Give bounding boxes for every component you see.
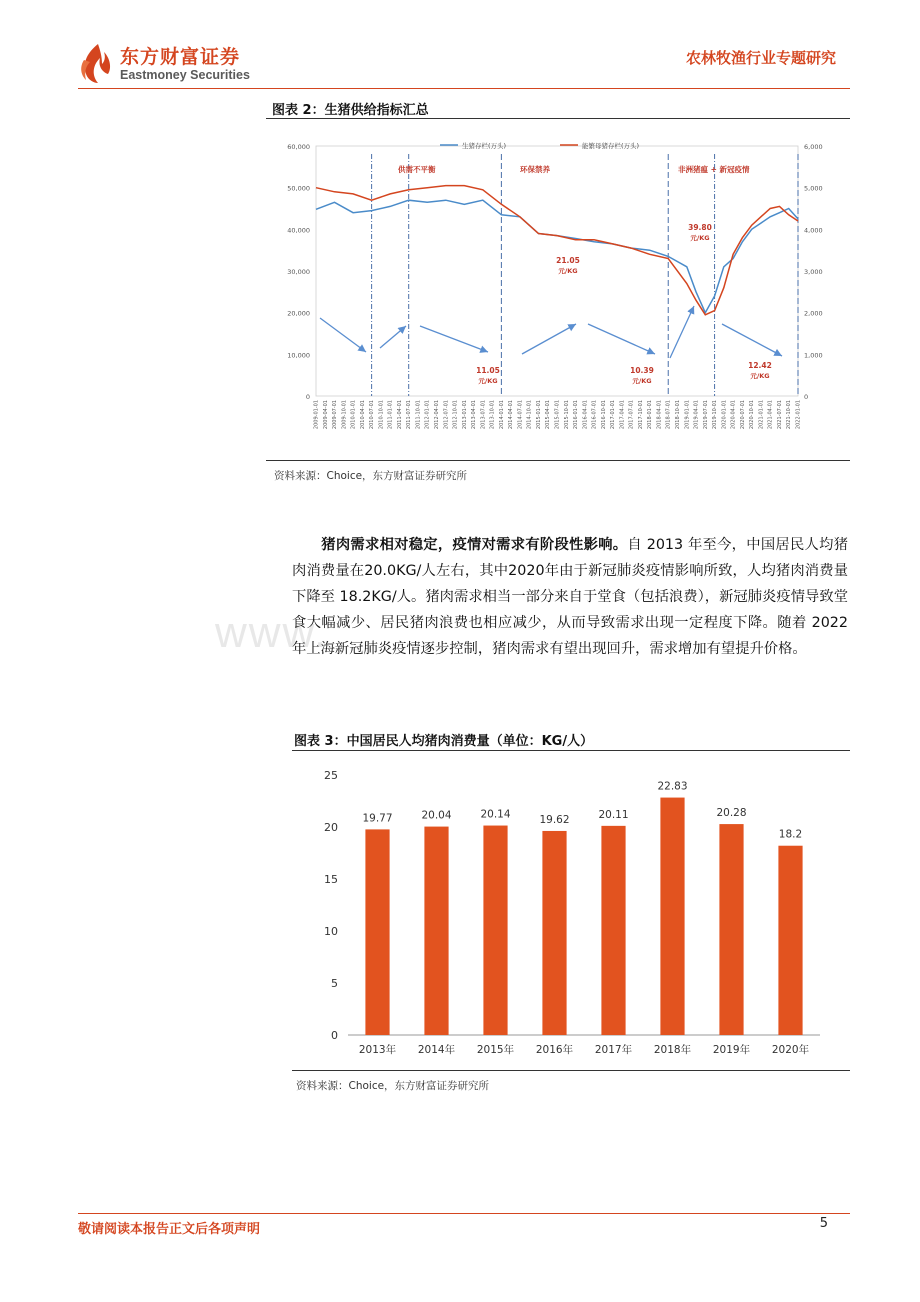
paragraph-lead: 猪肉需求相对稳定，疫情对需求有阶段性影响。 — [321, 537, 628, 553]
y-tick-label: 0 — [331, 1029, 338, 1042]
footer-disclaimer: 敬请阅读本报告正文后各项声明 — [78, 1222, 261, 1237]
x-category-label: 2014年 — [417, 1044, 456, 1056]
x-category-label: 2020年 — [771, 1044, 810, 1056]
x-tick-label: 2011-01-01 — [387, 400, 394, 430]
x-tick-label: 2018-04-01 — [656, 400, 663, 430]
price-unit-label: 元/KG — [750, 372, 770, 380]
trend-arrow — [722, 324, 782, 356]
bar — [778, 846, 802, 1035]
x-category-label: 2018年 — [653, 1044, 692, 1056]
x-tick-label: 2016-10-01 — [600, 400, 607, 430]
y-tick-label: 10 — [324, 925, 338, 938]
watermark: www. — [215, 608, 329, 657]
brand-name-cn: 东方财富证券 — [120, 46, 241, 68]
x-tick-label: 2010-04-01 — [359, 400, 366, 430]
x-tick-label: 2011-04-01 — [396, 400, 403, 430]
figure3-top-rule — [292, 750, 850, 751]
price-value-label: 21.05 — [556, 256, 580, 265]
price-value-label: 39.80 — [688, 223, 712, 232]
y-right-tick-label: 4,000 — [804, 226, 823, 235]
bar-value-label: 20.28 — [716, 807, 747, 820]
bar-value-label: 22.83 — [657, 780, 688, 793]
paragraph-body: 自 2013 年至今，中国居民人均猪肉消费量在20.0KG/人左右，其中2020年由于新冠肺炎疫情影响所致，人均猪肉消费量下降至 18.2KG/人。猪肉需求相当一部分来自于堂食（包括浪费），新冠肺炎疫情导致堂食大幅减少、居民猪肉浪费也相应减少，从而导致需求出现一定程度下降。随着 2022 年上海新冠肺炎疫情逐步控制，猪肉需求有望出现回升，需求增加有望提升价格。 — [292, 537, 848, 657]
bar — [424, 827, 448, 1035]
x-tick-label: 2009-01-01 — [313, 400, 320, 430]
figure2-source: 资料来源：Choice，东方财富证券研究所 — [274, 470, 468, 482]
x-category-label: 2019年 — [712, 1044, 751, 1056]
trend-arrow — [522, 324, 576, 354]
body-paragraph — [292, 532, 848, 662]
report-type: 农林牧渔行业专题研究 — [685, 49, 836, 67]
x-tick-label: 2015-04-01 — [545, 400, 552, 430]
x-tick-label: 2020-10-01 — [749, 400, 756, 430]
y-left-tick-label: 10,000 — [287, 351, 310, 360]
bar-value-label: 20.11 — [598, 808, 629, 821]
x-category-label: 2015年 — [476, 1044, 515, 1056]
x-tick-label: 2020-04-01 — [730, 400, 737, 430]
header-divider — [78, 88, 850, 89]
trend-arrow — [320, 318, 366, 352]
x-tick-label: 2013-01-01 — [461, 400, 468, 430]
x-tick-label: 2016-07-01 — [591, 400, 598, 430]
x-tick-label: 2021-04-01 — [767, 400, 774, 430]
x-category-label: 2013年 — [358, 1044, 397, 1056]
y-left-tick-label: 20,000 — [287, 309, 310, 318]
x-tick-label: 2020-07-01 — [739, 400, 746, 430]
bar — [542, 831, 566, 1035]
x-tick-label: 2009-07-01 — [332, 400, 339, 430]
phase-label: 环保禁养 — [520, 165, 550, 174]
x-tick-label: 2018-10-01 — [675, 400, 681, 430]
figure3-bottom-rule — [292, 1070, 850, 1071]
y-left-tick-label: 0 — [305, 393, 310, 401]
x-tick-label: 2019-10-01 — [712, 400, 719, 430]
phase-label: 非洲猪瘟 + 新冠疫情 — [678, 165, 750, 174]
x-tick-label: 2012-07-01 — [443, 400, 450, 430]
trend-arrow — [670, 306, 694, 358]
x-tick-label: 2018-07-01 — [665, 400, 672, 430]
x-tick-label: 2019-07-01 — [702, 400, 709, 430]
x-tick-label: 2019-01-01 — [684, 400, 691, 430]
bar-value-label: 19.62 — [539, 813, 570, 826]
page-number: 5 — [819, 1216, 828, 1231]
bar — [601, 826, 625, 1035]
figure2-title: 图表 2：生猪供给指标汇总 — [272, 103, 429, 118]
consumption-chart — [292, 755, 850, 1067]
supply-chart — [270, 128, 850, 448]
x-tick-label: 2017-07-01 — [628, 400, 635, 430]
figure2-top-rule — [266, 118, 850, 119]
x-tick-label: 2014-04-01 — [508, 400, 515, 430]
price-unit-label: 元/KG — [558, 267, 578, 275]
footer-divider — [78, 1213, 850, 1214]
x-tick-label: 2012-04-01 — [434, 400, 440, 430]
trend-arrow — [420, 326, 488, 352]
bar-value-label: 19.77 — [362, 812, 393, 825]
y-tick-label: 25 — [324, 769, 338, 782]
y-right-tick-label: 1,000 — [804, 351, 823, 360]
y-right-tick-label: 2,000 — [804, 309, 823, 318]
x-tick-label: 2017-10-01 — [637, 400, 644, 430]
bar — [365, 829, 389, 1035]
x-category-label: 2016年 — [535, 1044, 574, 1056]
x-tick-label: 2017-04-01 — [619, 400, 626, 430]
x-tick-label: 2021-07-01 — [776, 400, 783, 430]
legend-sow-label: 能繁母猪存栏(万头) — [582, 142, 640, 150]
x-tick-label: 2012-10-01 — [452, 400, 459, 430]
legend-hog-label: 生猪存栏(万头) — [462, 142, 507, 150]
x-tick-label: 2019-04-01 — [693, 400, 700, 430]
y-left-tick-label: 50,000 — [287, 184, 310, 193]
x-tick-label: 2010-07-01 — [369, 400, 376, 430]
x-tick-label: 2010-01-01 — [350, 400, 357, 430]
x-tick-label: 2021-01-01 — [758, 400, 765, 430]
price-value-label: 12.42 — [748, 361, 772, 370]
price-unit-label: 元/KG — [690, 234, 710, 242]
price-unit-label: 元/KG — [478, 377, 498, 385]
bar-value-label: 20.14 — [480, 808, 511, 821]
y-left-tick-label: 60,000 — [287, 143, 310, 151]
trend-arrow — [380, 326, 406, 348]
y-tick-label: 15 — [324, 873, 338, 886]
figure3-title: 图表 3：中国居民人均猪肉消费量（单位：KG/人） — [294, 734, 594, 749]
series-sow-inventory-line — [316, 186, 798, 315]
x-tick-label: 2013-10-01 — [489, 400, 496, 430]
phase-label: 供需不平衡 — [398, 165, 436, 174]
plot-frame — [316, 146, 798, 396]
x-tick-label: 2013-07-01 — [480, 400, 487, 430]
x-tick-label: 2014-10-01 — [526, 400, 533, 430]
x-tick-label: 2016-04-01 — [582, 400, 589, 430]
x-tick-label: 2016-01-01 — [573, 400, 580, 430]
x-tick-label: 2015-10-01 — [563, 400, 570, 430]
brand-name-en: Eastmoney Securities — [120, 68, 250, 82]
bar — [483, 826, 507, 1035]
x-tick-label: 2011-10-01 — [415, 400, 422, 430]
y-left-tick-label: 40,000 — [287, 226, 310, 235]
bar-value-label: 18.2 — [778, 828, 803, 841]
bar-value-label: 20.04 — [421, 809, 452, 822]
x-tick-label: 2011-07-01 — [406, 400, 413, 430]
y-right-tick-label: 6,000 — [804, 143, 823, 151]
x-tick-label: 2015-01-01 — [535, 400, 542, 430]
y-left-tick-label: 30,000 — [287, 268, 310, 276]
y-tick-label: 5 — [331, 977, 338, 990]
x-tick-label: 2010-10-01 — [378, 400, 385, 430]
x-tick-label: 2022-01-01 — [795, 400, 802, 430]
figure3-source: 资料来源：Choice，东方财富证券研究所 — [296, 1080, 490, 1092]
x-category-label: 2017年 — [594, 1044, 633, 1056]
bar — [719, 824, 743, 1035]
y-right-tick-label: 0 — [804, 393, 809, 401]
x-tick-label: 2012-01-01 — [424, 400, 431, 430]
x-tick-label: 2009-04-01 — [322, 400, 329, 430]
y-tick-label: 20 — [324, 821, 338, 834]
brand-logo — [78, 40, 268, 90]
x-tick-label: 2014-07-01 — [517, 400, 524, 430]
bar — [660, 798, 684, 1035]
x-tick-label: 2009-10-01 — [341, 400, 348, 430]
trend-arrow — [588, 324, 655, 354]
y-right-tick-label: 5,000 — [804, 184, 823, 193]
brand-flame-icon — [78, 42, 116, 84]
price-value-label: 10.39 — [630, 366, 654, 375]
x-tick-label: 2018-01-01 — [647, 400, 654, 430]
x-tick-label: 2013-04-01 — [471, 400, 478, 430]
x-tick-label: 2020-01-01 — [721, 400, 728, 430]
x-tick-label: 2021-10-01 — [786, 400, 793, 430]
price-unit-label: 元/KG — [632, 377, 652, 385]
x-tick-label: 2014-01-01 — [498, 400, 505, 430]
figure2-bottom-rule — [266, 460, 850, 461]
x-tick-label: 2017-01-01 — [610, 400, 617, 430]
x-tick-label: 2015-07-01 — [554, 400, 561, 430]
price-value-label: 11.05 — [476, 366, 500, 375]
y-right-tick-label: 3,000 — [804, 268, 823, 276]
